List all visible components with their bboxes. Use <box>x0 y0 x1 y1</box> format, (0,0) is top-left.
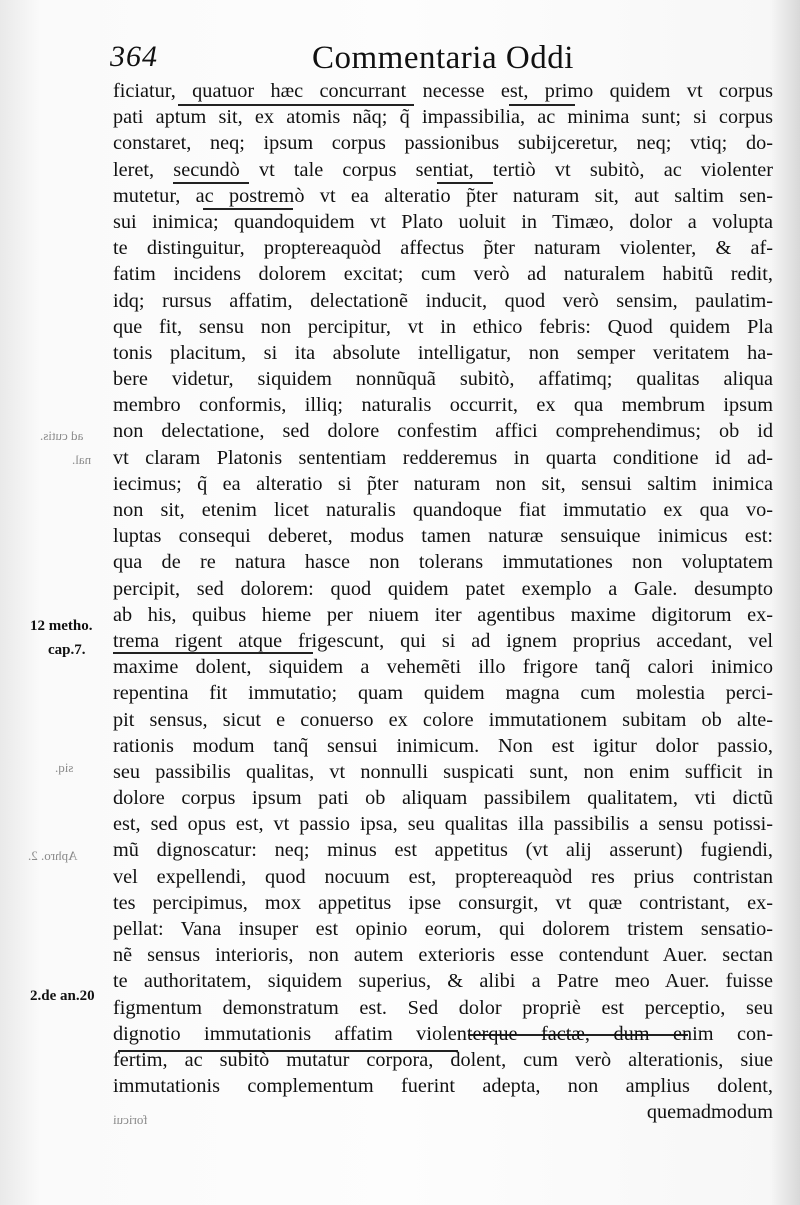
running-head: Commentaria Oddi <box>312 40 574 76</box>
text-line: non sit, etenim licet naturalis quandoque fiat immutatio ex qua vo- <box>113 499 773 521</box>
text-line: iecimus; q̃ ea alteratio si p̃ter naturam non sit, sensui saltim inimica <box>113 472 773 495</box>
text-line: repentina fit immutatio; quam quidem magna cum molestia perci- <box>113 682 773 705</box>
text-line: membro conformis, illiq; naturalis occurrit, ex qua membrum ipsum <box>113 394 773 417</box>
text-line: pit sensus, sicut e conuerso ex colore immutationem subitam ob alte- <box>113 708 773 731</box>
text-line: rationis modum tanq̃ sensui inimicum. Non est igitur dolor passio, <box>113 734 773 757</box>
text-line: tes percipimus, mox appetitus ipse consurgit, vt quæ contristant, ex- <box>113 891 773 914</box>
text-line: immutationis complementum fuerint adepta, non amplius dolent, <box>113 1075 773 1098</box>
margin-note-reference: 12 metho. <box>30 618 93 634</box>
margin-note-reference: cap.7. <box>48 642 86 658</box>
text-line: ficiatur, quatuor hæc concurrant necesse est, primo quidem vt corpus <box>113 80 773 102</box>
text-line: figmentum demonstratum est. Sed dolor propriè est perceptio, seu <box>113 996 773 1019</box>
text-line: te distinguitur, proptereaquòd affectus p̃ter naturam violenter, & af- <box>113 237 773 260</box>
text-line: pellat: Vana insuper est opinio eorum, qui dolorem tristem sensatio- <box>113 918 773 940</box>
text-line: maxime dolent, siquidem a vehemẽti illo frigore tanq̃ calori inimico <box>113 656 773 679</box>
text-line: vel expellendi, quod nocuum est, proptereaquòd res prius contristan <box>113 865 773 888</box>
text-line: ab his, quibus hieme per niuem iter agentibus maxime digitorum ex- <box>113 603 773 626</box>
text-line: sui inimica; quandoquidem vt Plato uoluit in Timæo, dolor a volupta <box>113 210 773 233</box>
text-line: mũ dignoscatur: neq; minus est appetitus (vt alij asserunt) fugiendi, <box>113 839 773 862</box>
text-line: dignotio immutationis affatim violenterque factæ, dum enim con- <box>113 1022 773 1045</box>
text-line: te authoritatem, siquidem superius, & alibi a Patre meo Auer. fuisse <box>113 970 773 993</box>
text-line: idq; rursus affatim, delectationẽ inducit, quod verò sensim, paulatim- <box>113 289 773 312</box>
bleed-through-text: nal. <box>72 452 92 467</box>
text-line: vt claram Platonis sententiam redderemus in quarta conditione id ad- <box>113 446 773 469</box>
text-line: constaret, neq; ipsum corpus passionibus subijceretur, neq; vtiq; do- <box>113 132 773 155</box>
text-line: leret, secundò vt tale corpus sentiat, tertiò vt subitò, ac violenter <box>113 158 773 181</box>
catchword: quemadmodum <box>646 1101 773 1124</box>
text-line: est, sed opus est, vt passio ipsa, seu qualitas illa passibilis a sensu potissi- <box>113 813 773 836</box>
text-line: fertim, ac subitò mutatur corpora, dolent, cum verò alterationis, siue <box>113 1048 773 1071</box>
margin-note-reference: 2.de an.20 <box>30 988 95 1004</box>
text-line: percipit, sed dolorem: quod quidem patet exemplo a Gale. desumpto <box>113 577 773 600</box>
text-line: mutetur, ac postremò vt ea alteratio p̃ter naturam sit, aut saltim sen- <box>113 184 773 207</box>
bleed-through-text: ad cutis. <box>40 428 84 443</box>
text-line: qua de re natura hasce non tolerans immutationes non voluptatem <box>113 551 773 574</box>
text-line: fatim incidens dolorem excitat; cum verò ad naturalem habitũ redit, <box>113 263 773 286</box>
text-line: tonis placitum, si ita absolute intelligatur, non semper veritatem ha- <box>113 341 773 364</box>
body-text <box>113 78 773 1126</box>
bleed-through-text: foricui <box>113 1112 148 1127</box>
bleed-through-text: siq. <box>55 760 74 775</box>
text-line: dolore corpus ipsum pati ob aliquam passibilem qualitatem, vti dictũ <box>113 787 773 810</box>
text-line: que fit, sensu non percipitur, vt in ethico febris: Quod quidem Pla <box>113 315 773 338</box>
text-line: trema rigent atque frigescunt, qui si ad ignem proprius accedant, vel <box>113 629 773 652</box>
text-line: nẽ sensus interioris, non autem exterioris esse contendunt Auer. sectan <box>113 944 773 967</box>
bleed-through-text: Aphro. 2. <box>28 848 78 863</box>
text-line: seu passibilis qualitas, vt nonnulli suspicati sunt, non enim sufficit in <box>113 760 773 783</box>
text-line: non delectatione, sed dolore confestim affici comprehendimus; ob id <box>113 420 773 443</box>
text-line: pati aptum sit, ex atomis nãq; q̃ impassibilia, ac minima sunt; si corpus <box>113 106 773 129</box>
page-number: 364 <box>110 40 158 73</box>
text-line: luptas consequi deberet, modus tamen naturæ sensuique inimicus est: <box>113 525 773 548</box>
text-line: bere videtur, siquidem nonnũquã subitò, affatimq; qualitas aliqua <box>113 368 773 391</box>
